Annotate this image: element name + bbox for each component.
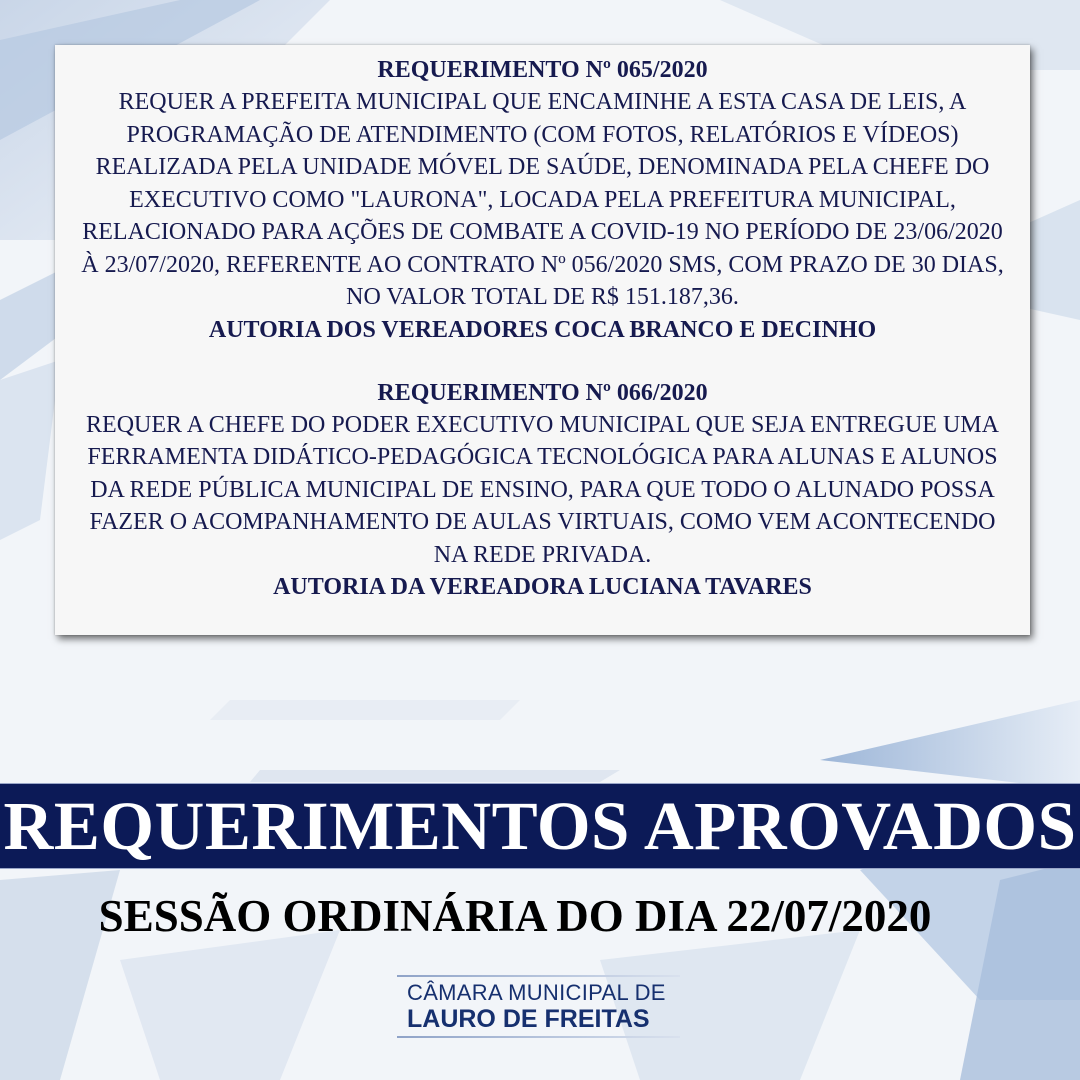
logo-top-rule	[397, 975, 680, 977]
requerimento-body: REQUER A PREFEITA MUNICIPAL QUE ENCAMINHE A ESTA CASA DE LEIS, A PROGRAMAÇÃO DE ATENDIMENTO (COM FOTOS, RELATÓRIOS E VÍDEOS) REALIZADA PELA UNIDADE MÓVEL DE SAÚDE, DENOMINADA PELA CHEFE DO EXECUTIVO COMO "LAURONA", LOCADA PELA PREFEITURA MUNICIPAL, RELACIONADO PARA AÇÕES DE COMBATE A COVID-19 NO PERÍODO DE 23/06/2020 À 23/07/2020, REFERENTE AO CONTRATO Nº 056/2020 SMS, COM PRAZO DE 30 DIAS, NO VALOR TOTAL DE R$ 151.187,36.	[81, 89, 1004, 310]
requerimento-body: REQUER A CHEFE DO PODER EXECUTIVO MUNICIPAL QUE SEJA ENTREGUE UMA FERRAMENTA DIDÁTICO-PEDAGÓGICA TECNOLÓGICA PARA ALUNAS E ALUNOS DA REDE PÚBLICA MUNICIPAL DE ENSINO, PARA QUE TODO O ALUNADO POSSA FAZER O ACOMPANHAMENTO DE AULAS VIRTUAIS, COMO VEM ACONTECENDO NA REDE PRIVADA.	[86, 411, 999, 568]
requerimento-author: AUTORIA DA VEREADORA LUCIANA TAVARES	[273, 574, 812, 600]
logo-bottom-rule	[397, 1036, 680, 1038]
requerimento-title: REQUERIMENTO Nº 065/2020	[377, 57, 708, 83]
logo-line-2: LAURO DE FREITAS	[407, 1005, 650, 1033]
camara-logo	[397, 975, 680, 1040]
banner-title: REQUERIMENTOS APROVADOS	[3, 788, 1077, 864]
requerimento-author: AUTORIA DOS VEREADORES COCA BRANCO E DECINHO	[208, 316, 877, 343]
requerimentos-card	[55, 45, 1030, 635]
requerimento-066	[55, 377, 1030, 604]
requerimento-065	[55, 54, 1030, 346]
approved-banner	[0, 783, 1080, 869]
session-date: SESSÃO ORDINÁRIA DO DIA 22/07/2020	[98, 891, 932, 941]
requerimento-title: REQUERIMENTO Nº 066/2020	[377, 379, 708, 406]
logo-line-1: CÂMARA MUNICIPAL DE	[407, 980, 666, 1005]
